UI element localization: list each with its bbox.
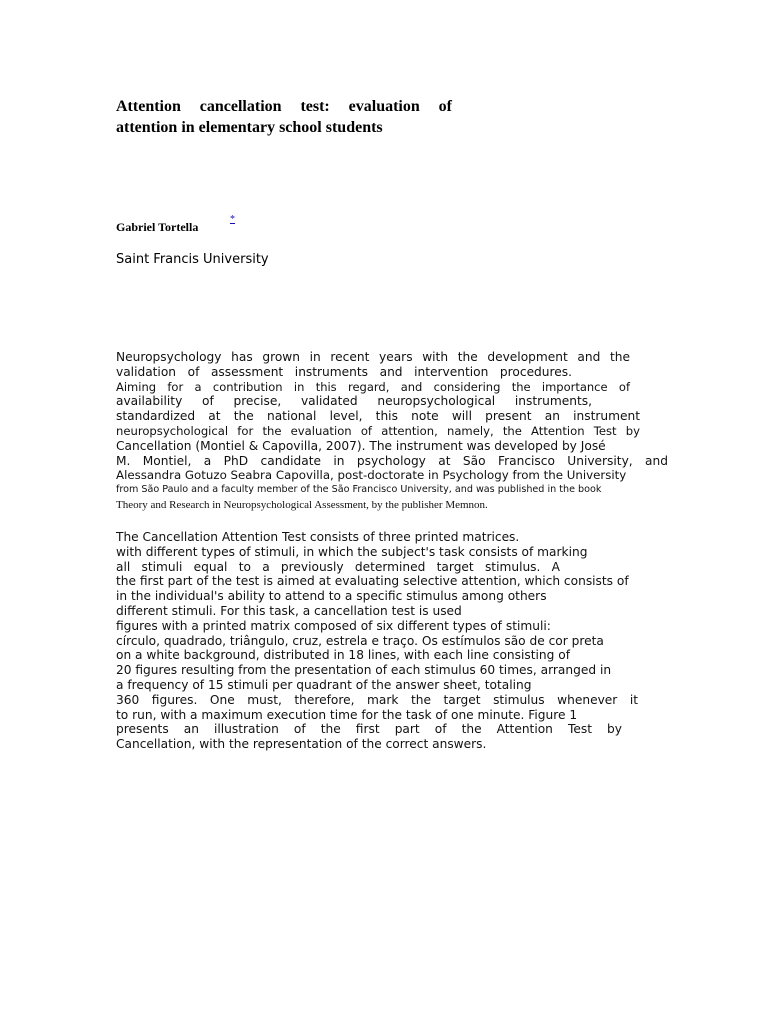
text-line: Neuropsychology has grown in recent years with the development and the — [116, 350, 630, 364]
text-line: a frequency of 15 stimuli per quadrant of the answer sheet, totaling — [116, 677, 532, 692]
title-line: Attention cancellation test: evaluation of — [116, 98, 452, 115]
text-line: from São Paulo and a faculty member of the São Francisco University, and was published in the book — [116, 484, 602, 496]
text-line: different stimuli. For this task, a cancellation test is used — [116, 603, 462, 618]
text-line: standardized at the national level, this note will present an instrument — [116, 409, 640, 424]
text-line: in the individual's ability to attend to a specific stimulus among others — [116, 589, 547, 604]
text-line: presents an illustration of the first part of the Attention Test by — [116, 722, 622, 737]
text-line: the first part of the test is aimed at evaluating selective attention, which consists of — [116, 574, 629, 589]
affiliation: Saint Francis University — [116, 252, 269, 267]
text-line: figures with a printed matrix composed of six different types of stimuli: — [116, 618, 551, 633]
text-line: círculo, quadrado, triângulo, cruz, estrela e traço. Os estímulos são de cor preta — [116, 633, 604, 648]
text-line: all stimuli equal to a previously determined target stimulus. A — [116, 559, 560, 574]
text-line: with different types of stimuli, in which the subject's task consists of marking — [116, 544, 588, 559]
article-title — [116, 96, 452, 138]
text-line: Alessandra Gotuzo Seabra Capovilla, post-doctorate in Psychology from the University — [116, 468, 627, 483]
paragraph-test-description — [116, 530, 642, 752]
text-line: validation of assessment instruments and intervention procedures. — [116, 364, 572, 379]
text-line: M. Montiel, a PhD candidate in psychology at São Francisco University, and — [116, 453, 668, 468]
text-line: 360 figures. One must, therefore, mark the target stimulus whenever it — [116, 692, 638, 707]
text-line: on a white background, distributed in 18 lines, with each line consisting of — [116, 648, 570, 663]
text-line: neuropsychological for the evaluation of attention, namely, the Attention Test by — [116, 423, 640, 438]
text-line: 20 figures resulting from the presentation of each stimulus 60 times, arranged in — [116, 663, 612, 678]
text-line: availability of precise, validated neuropsychological instruments, — [116, 394, 592, 409]
text-line: Theory and Research in Neuropsychological Assessment, by the publisher Memnon. — [116, 498, 488, 511]
paragraph-intro — [116, 350, 668, 513]
text-line: Cancellation, with the representation of the correct answers. — [116, 737, 487, 752]
title-line: attention in elementary school students — [116, 119, 383, 136]
author-name: Gabriel Tortella — [116, 220, 199, 234]
text-line: to run, with a maximum execution time for the task of one minute. Figure 1 — [116, 707, 578, 722]
text-line: Aiming for a contribution in this regard, and considering the importance of — [116, 379, 630, 394]
text-line: The Cancellation Attention Test consists of three printed matrices. — [116, 530, 520, 544]
footnote-link[interactable]: * — [230, 214, 235, 225]
text-line: Cancellation (Montiel & Capovilla, 2007). The instrument was developed by José — [116, 438, 606, 453]
